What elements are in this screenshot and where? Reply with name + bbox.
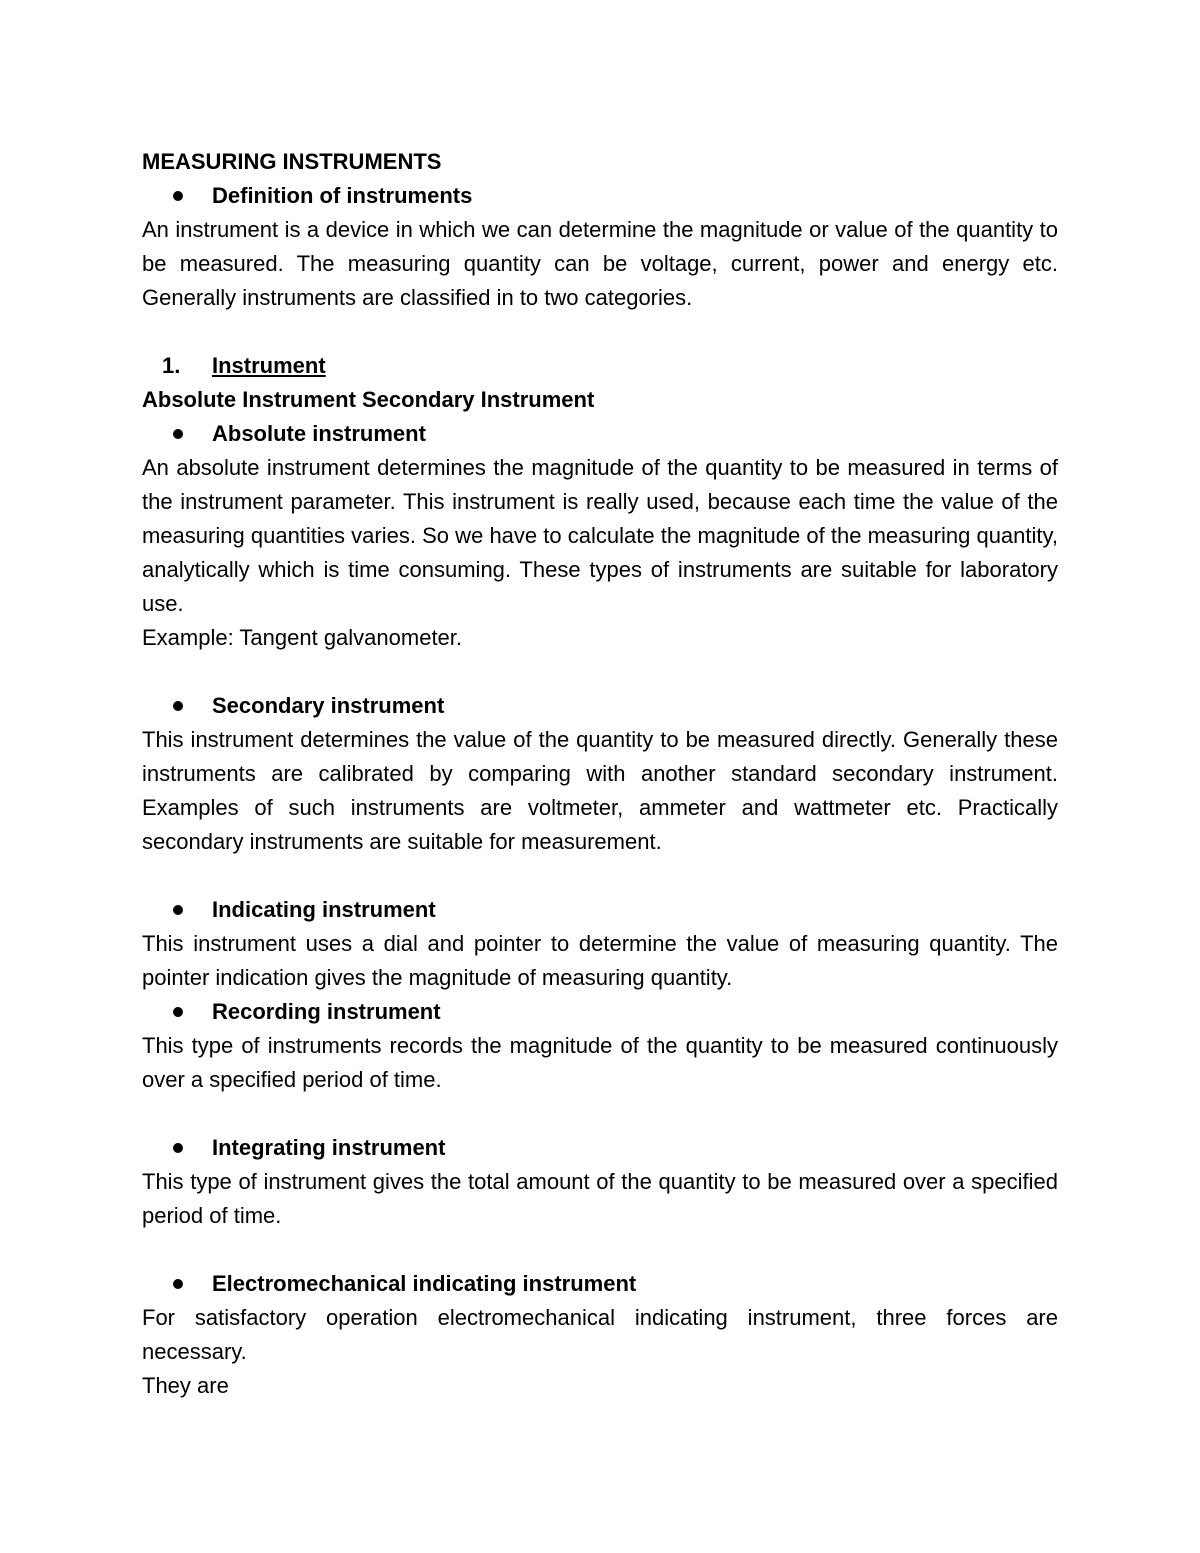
bullet-definition: [142, 179, 1058, 213]
bullet-dot-icon: [173, 429, 183, 439]
secondary-heading: Secondary instrument: [212, 693, 445, 718]
bullet-dot-icon: [173, 1007, 183, 1017]
instrument-heading: Instrument: [212, 353, 326, 378]
secondary-body: This instrument determines the value of the quantity to be measured directly. Generally these instruments are calibrated by comparing with another standard secondary instrument. Examples of such instruments are voltmeter, ammeter and wattmeter etc. Practically secondary instruments are suitable for measurement.: [142, 727, 1058, 854]
bullet-integrating: [142, 1131, 1058, 1165]
absolute-example: Example: Tangent galvanometer.: [142, 625, 463, 650]
bullet-indicating: [142, 893, 1058, 927]
recording-body: This type of instruments records the magnitude of the quantity to be measured continuously over a specified period of time.: [142, 1033, 1058, 1092]
electromechanical-body: For satisfactory operation electromechanical indicating instrument, three forces are necessary.: [142, 1305, 1058, 1364]
spacer: [142, 1233, 1058, 1267]
integrating-heading: Integrating instrument: [212, 1135, 446, 1160]
bullet-dot-icon: [173, 191, 183, 201]
absolute-body: An absolute instrument determines the magnitude of the quantity to be measured in terms of the instrument parameter. This instrument is really used, because each time the value of the measuring quantities varies. So we have to calculate the magnitude of the measuring quantity, analytically which is time consuming. These types of instruments are suitable for laboratory use.: [142, 455, 1058, 616]
indicating-heading: Indicating instrument: [212, 897, 436, 922]
instrument-subtitle: Absolute Instrument Secondary Instrument: [142, 387, 595, 412]
document-content: [142, 145, 1058, 1403]
electromechanical-tail: They are: [142, 1373, 229, 1398]
spacer: [142, 859, 1058, 893]
electromechanical-heading: Electromechanical indicating instrument: [212, 1271, 637, 1296]
bullet-dot-icon: [173, 1279, 183, 1289]
bullet-secondary: [142, 689, 1058, 723]
spacer: [142, 655, 1058, 689]
definition-body: An instrument is a device in which we can determine the magnitude or value of the quantity to be measured. The measuring quantity can be voltage, current, power and energy etc. Generally instruments are classified in to two categories.: [142, 217, 1058, 310]
bullet-dot-icon: [173, 701, 183, 711]
bullet-absolute: [142, 417, 1058, 451]
recording-heading: Recording instrument: [212, 999, 441, 1024]
bullet-electromechanical: [142, 1267, 1058, 1301]
bullet-dot-icon: [173, 905, 183, 915]
spacer: [142, 315, 1058, 349]
document-title: MEASURING INSTRUMENTS: [142, 149, 442, 174]
definition-heading: Definition of instruments: [212, 183, 473, 208]
integrating-body: This type of instrument gives the total amount of the quantity to be measured over a specified period of time.: [142, 1169, 1058, 1228]
absolute-heading: Absolute instrument: [212, 421, 426, 446]
indicating-body: This instrument uses a dial and pointer to determine the value of measuring quantity. The pointer indication gives the magnitude of measuring quantity.: [142, 931, 1058, 990]
bullet-dot-icon: [173, 1143, 183, 1153]
list-number: 1.: [162, 353, 181, 378]
numbered-heading-instrument: [142, 349, 1058, 383]
bullet-recording: [142, 995, 1058, 1029]
spacer: [142, 1097, 1058, 1131]
